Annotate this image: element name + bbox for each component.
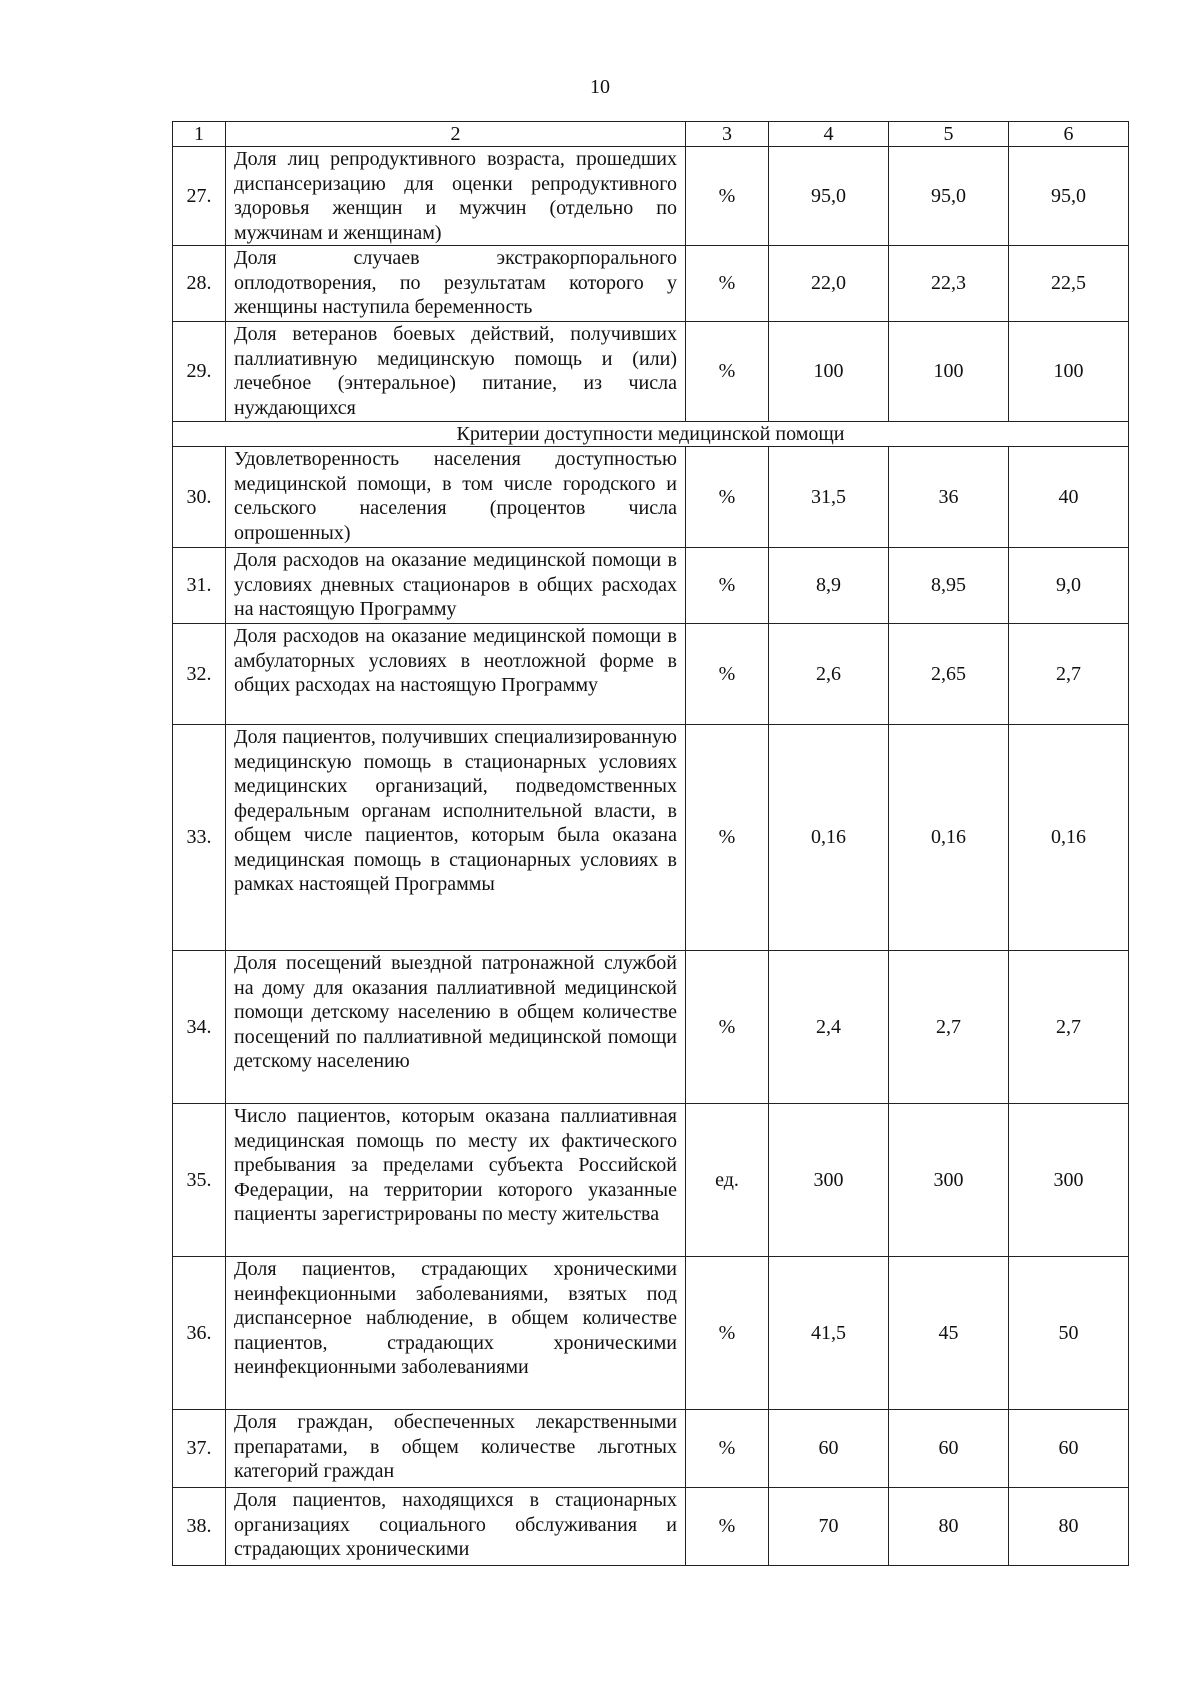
row-unit: % <box>686 624 769 725</box>
row-number: 34. <box>173 951 226 1104</box>
row-value: 95,0 <box>1009 147 1129 246</box>
row-number: 27. <box>173 147 226 246</box>
row-value: 60 <box>1009 1410 1129 1488</box>
row-number: 37. <box>173 1410 226 1488</box>
row-value: 2,65 <box>889 624 1009 725</box>
row-value: 70 <box>769 1488 889 1566</box>
row-value: 80 <box>1009 1488 1129 1566</box>
table-row <box>173 1257 1129 1410</box>
row-description: Доля расходов на оказание медицинской помощи в амбулаторных условиях в неотложной форме в общих расходах на настоящую Программу <box>226 624 686 725</box>
criteria-table <box>172 121 1129 1566</box>
column-header: 3 <box>686 122 769 147</box>
row-value: 45 <box>889 1257 1009 1410</box>
row-value: 80 <box>889 1488 1009 1566</box>
row-description: Доля пациентов, получивших специализированную медицинскую помощь в стационарных условиях медицинских организаций, подведомственных федеральным органам исполнительной власти, в общем числе пациентов, которым была оказана медицинская помощь в стационарных условиях в рамках настоящей Программы <box>226 725 686 951</box>
table-row <box>173 147 1129 246</box>
row-unit: % <box>686 951 769 1104</box>
row-description: Удовлетворенность населения доступностью медицинской помощи, в том числе городского и сельского населения (процентов числа опрошенных) <box>226 447 686 548</box>
table-row <box>173 548 1129 624</box>
table-header-row <box>173 122 1129 147</box>
column-header: 6 <box>1009 122 1129 147</box>
row-value: 41,5 <box>769 1257 889 1410</box>
row-value: 9,0 <box>1009 548 1129 624</box>
row-number: 35. <box>173 1104 226 1257</box>
table-row <box>173 1410 1129 1488</box>
row-value: 22,3 <box>889 246 1009 322</box>
column-header: 1 <box>173 122 226 147</box>
row-value: 60 <box>769 1410 889 1488</box>
table-row <box>173 322 1129 422</box>
row-value: 0,16 <box>769 725 889 951</box>
row-value: 60 <box>889 1410 1009 1488</box>
row-value: 40 <box>1009 447 1129 548</box>
row-unit: % <box>686 725 769 951</box>
row-unit: % <box>686 322 769 422</box>
row-description: Доля случаев экстракорпорального оплодотворения, по результатам которого у женщины наступила беременность <box>226 246 686 322</box>
row-number: 29. <box>173 322 226 422</box>
row-unit: % <box>686 246 769 322</box>
row-description: Доля расходов на оказание медицинской помощи в условиях дневных стационаров в общих расходах на настоящую Программу <box>226 548 686 624</box>
row-unit: % <box>686 548 769 624</box>
row-unit: % <box>686 1488 769 1566</box>
row-value: 100 <box>769 322 889 422</box>
row-description: Число пациентов, которым оказана паллиативная медицинская помощь по месту их фактического пребывания за пределами субъекта Российской Федерации, на территории которого указанные пациенты зарегистрированы по месту жительства <box>226 1104 686 1257</box>
row-number: 36. <box>173 1257 226 1410</box>
row-value: 2,6 <box>769 624 889 725</box>
row-value: 100 <box>889 322 1009 422</box>
row-value: 22,5 <box>1009 246 1129 322</box>
row-description: Доля граждан, обеспеченных лекарственными препаратами, в общем количестве льготных категорий граждан <box>226 1410 686 1488</box>
row-description: Доля пациентов, страдающих хроническими неинфекционными заболеваниями, взятых под диспансерное наблюдение, в общем количестве пациентов, страдающих хроническими неинфекционными заболеваниями <box>226 1257 686 1410</box>
row-value: 2,7 <box>889 951 1009 1104</box>
table-row <box>173 1104 1129 1257</box>
row-description: Доля посещений выездной патронажной службой на дому для оказания паллиативной медицинской помощи детскому населению в общем количестве посещений по паллиативной медицинской помощи детскому населению <box>226 951 686 1104</box>
row-description: Доля лиц репродуктивного возраста, прошедших диспансеризацию для оценки репродуктивного здоровья женщин и мужчин (отдельно по мужчинам и женщинам) <box>226 147 686 246</box>
column-header: 4 <box>769 122 889 147</box>
row-unit: ед. <box>686 1104 769 1257</box>
column-header: 2 <box>226 122 686 147</box>
row-value: 300 <box>1009 1104 1129 1257</box>
row-value: 31,5 <box>769 447 889 548</box>
row-number: 33. <box>173 725 226 951</box>
table-row <box>173 725 1129 951</box>
row-unit: % <box>686 447 769 548</box>
section-title: Критерии доступности медицинской помощи <box>173 422 1129 447</box>
row-value: 2,7 <box>1009 624 1129 725</box>
row-value: 0,16 <box>889 725 1009 951</box>
row-description: Доля ветеранов боевых действий, получивших паллиативную медицинскую помощь и (или) лечебное (энтеральное) питание, из числа нуждающихся <box>226 322 686 422</box>
table-row <box>173 447 1129 548</box>
row-number: 28. <box>173 246 226 322</box>
row-value: 2,7 <box>1009 951 1129 1104</box>
column-header: 5 <box>889 122 1009 147</box>
section-header-row <box>173 422 1129 447</box>
row-value: 50 <box>1009 1257 1129 1410</box>
row-description: Доля пациентов, находящихся в стационарных организациях социального обслуживания и страдающих хроническими <box>226 1488 686 1566</box>
row-value: 8,9 <box>769 548 889 624</box>
row-value: 36 <box>889 447 1009 548</box>
page-number: 10 <box>590 76 610 98</box>
row-unit: % <box>686 1410 769 1488</box>
row-value: 300 <box>889 1104 1009 1257</box>
row-unit: % <box>686 147 769 246</box>
table-row <box>173 246 1129 322</box>
row-value: 8,95 <box>889 548 1009 624</box>
table-row <box>173 1488 1129 1566</box>
row-value: 22,0 <box>769 246 889 322</box>
row-number: 30. <box>173 447 226 548</box>
row-value: 0,16 <box>1009 725 1129 951</box>
row-unit: % <box>686 1257 769 1410</box>
row-value: 2,4 <box>769 951 889 1104</box>
row-value: 95,0 <box>889 147 1009 246</box>
row-value: 300 <box>769 1104 889 1257</box>
row-value: 95,0 <box>769 147 889 246</box>
table-row <box>173 624 1129 725</box>
row-value: 100 <box>1009 322 1129 422</box>
table-row <box>173 951 1129 1104</box>
row-number: 32. <box>173 624 226 725</box>
row-number: 38. <box>173 1488 226 1566</box>
row-number: 31. <box>173 548 226 624</box>
